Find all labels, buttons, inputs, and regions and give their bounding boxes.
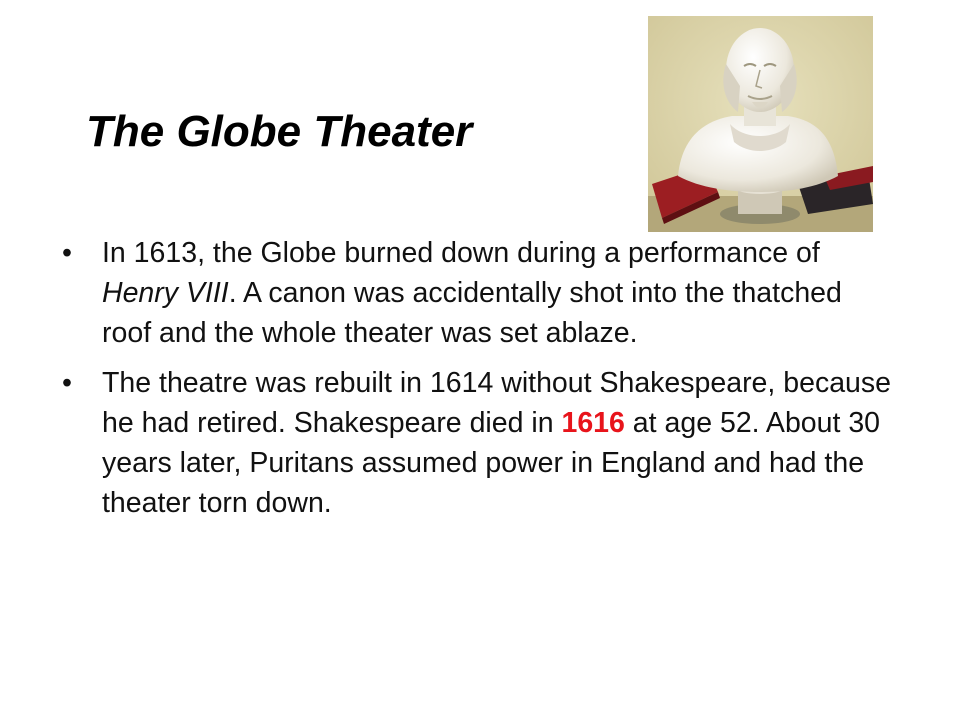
- bullet-marker: •: [62, 367, 72, 399]
- bullet-text: . A canon was accidentally shot into the thatched roof and the whole theater was set ablaze.: [102, 277, 842, 349]
- slide-title: The Globe Theater: [86, 107, 473, 156]
- bullet-text: at age 52. About 30 years later, Puritans assumed power in England and had the theater torn down.: [102, 407, 881, 519]
- highlighted-year: 1616: [561, 407, 625, 439]
- bullet-list: [62, 233, 892, 533]
- bullet-item: [62, 363, 892, 523]
- bullet-item: [62, 233, 892, 353]
- bullet-text: In 1613, the Globe burned down during a performance of: [102, 237, 820, 269]
- play-title: Henry VIII: [102, 277, 229, 309]
- bullet-marker: •: [62, 237, 72, 269]
- shakespeare-bust-image: [648, 16, 873, 232]
- bullet-text: The theatre was rebuilt in 1614 without Shakespeare, because he had retired. Shakespeare died in: [102, 367, 891, 439]
